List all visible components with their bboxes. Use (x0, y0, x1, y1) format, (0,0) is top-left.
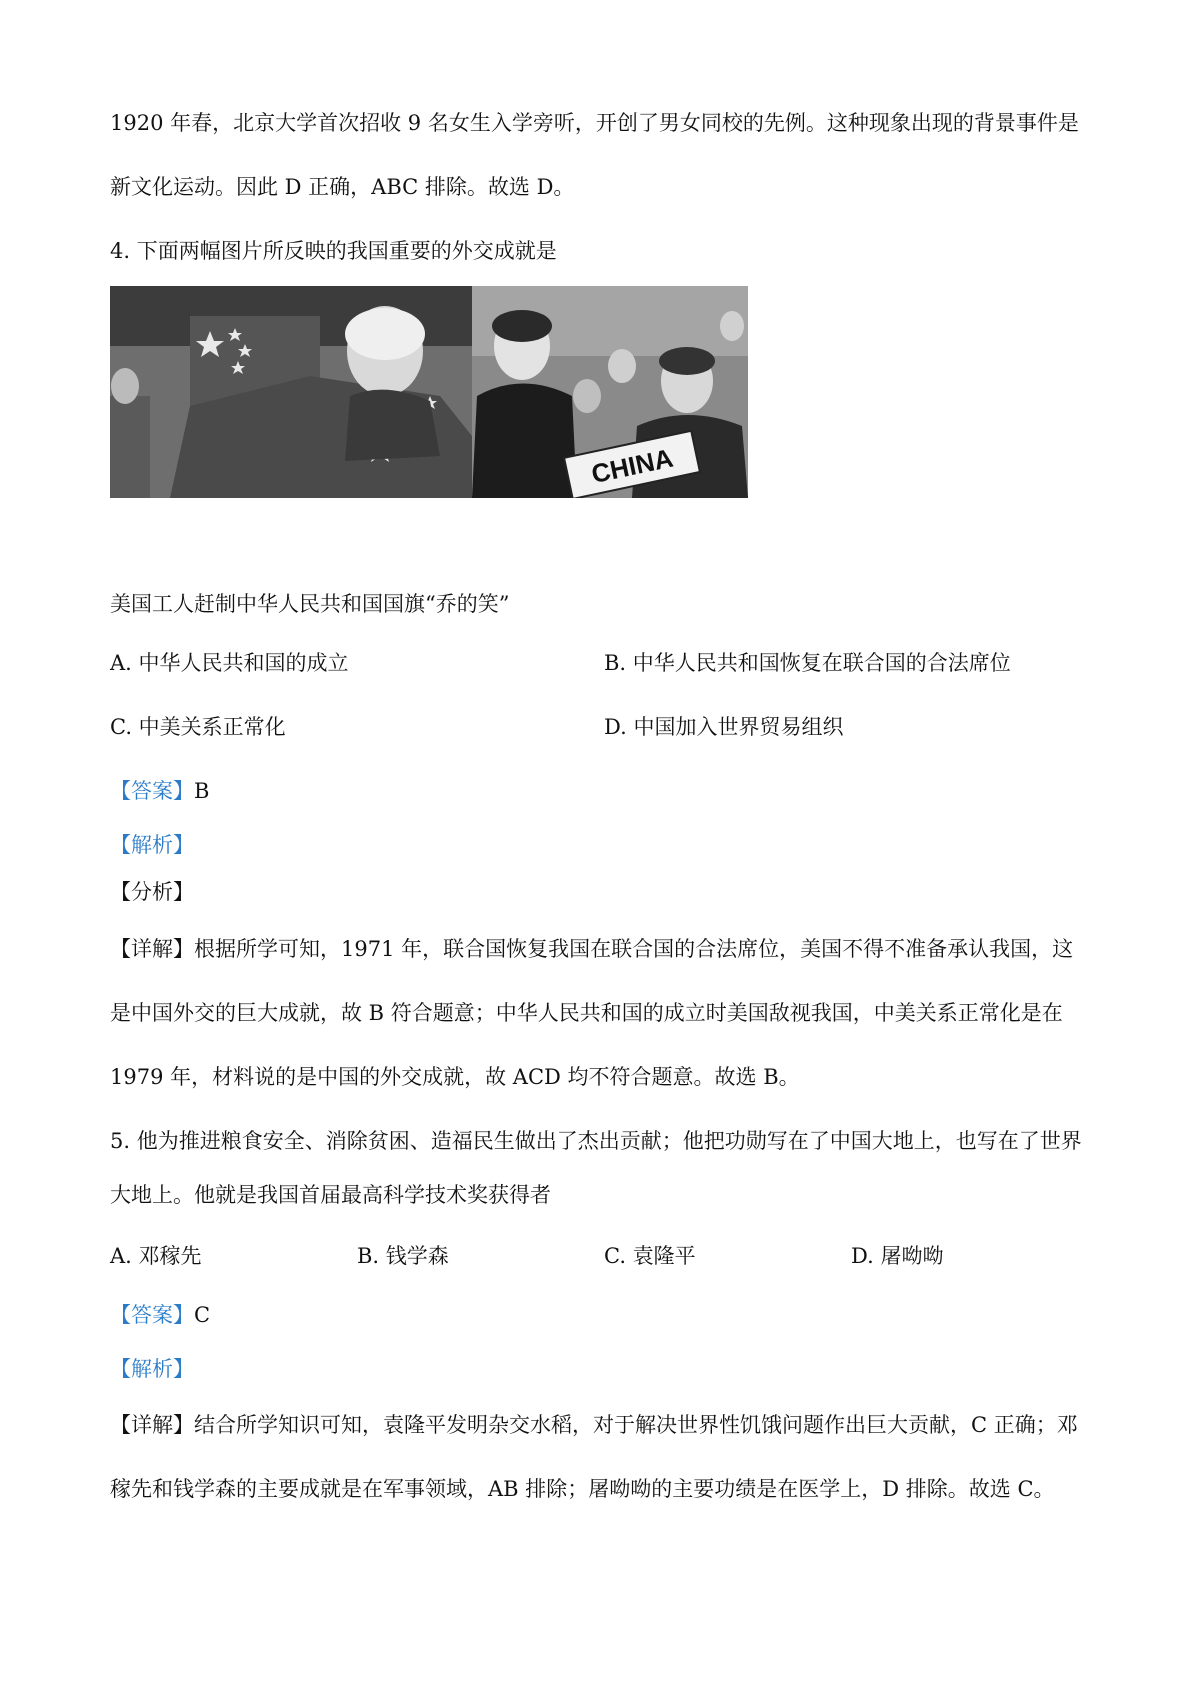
q5-detail-line2: 稼先和钱学森的主要成就是在军事领域，AB 排除；屠呦呦的主要功绩是在医学上，D 排除。故选 C。 (110, 1477, 1055, 1501)
q4-option-b: B. 中华人民共和国恢复在联合国的合法席位 (604, 651, 1011, 675)
answer-tag: 【答案】 (110, 779, 194, 803)
q4-detail-line1: 【详解】根据所学可知，1971 年，联合国恢复我国在联合国的合法席位，美国不得不准备承认我国，这 (110, 937, 1074, 961)
q4-analysis-tag: 【解析】 (110, 833, 194, 857)
q5-option-b: B. 钱学森 (357, 1244, 449, 1268)
answer-tag: 【答案】 (110, 1303, 194, 1327)
q5-stem-line2: 大地上。他就是我国首届最高科学技术奖获得者 (110, 1183, 551, 1207)
q5-answer (110, 1300, 210, 1330)
q4-detail-line2: 是中国外交的巨大成就，故 B 符合题意；中华人民共和国的成立时美国敌视我国，中美关系正常化是在 (110, 1001, 1063, 1025)
q4-stem: 4. 下面两幅图片所反映的我国重要的外交成就是 (110, 239, 557, 263)
q4-answer (110, 776, 209, 806)
q4-caption: 美国工人赶制中华人民共和国国旗“乔的笑” (110, 592, 510, 616)
q5-option-a: A. 邓稼先 (110, 1244, 202, 1268)
q4-option-d: D. 中国加入世界贸易组织 (604, 715, 844, 739)
q4-option-c: C. 中美关系正常化 (110, 715, 286, 739)
q3-explain-line1: 1920 年春，北京大学首次招收 9 名女生入学旁听，开创了男女同校的先例。这种现象出现的背景事件是 (110, 111, 1079, 135)
q5-analysis-tag: 【解析】 (110, 1357, 194, 1381)
china-nameplate: CHINA (588, 442, 676, 490)
q4-option-a: A. 中华人民共和国的成立 (110, 651, 349, 675)
q5-detail-line1: 【详解】结合所学知识可知，袁隆平发明杂交水稻，对于解决世界性饥饿问题作出巨大贡献，C 正确；邓 (110, 1413, 1078, 1437)
q3-explain-line2: 新文化运动。因此 D 正确，ABC 排除。故选 D。 (110, 175, 575, 199)
q5-stem-line1: 5. 他为推进粮食安全、消除贫困、造福民生做出了杰出贡献；他把功勋写在了中国大地上，也写在了世界 (110, 1129, 1082, 1153)
q4-fenxi: 【分析】 (110, 880, 194, 904)
answer-value: B (194, 779, 210, 803)
q5-option-c: C. 袁隆平 (604, 1244, 696, 1268)
q5-option-d: D. 屠呦呦 (851, 1244, 944, 1268)
answer-value: C (194, 1303, 211, 1327)
photo-flag-sewing (110, 286, 472, 498)
photo-un-delegation (472, 286, 748, 498)
q4-detail-line3: 1979 年，材料说的是中国的外交成就，故 ACD 均不符合题意。故选 B。 (110, 1065, 800, 1089)
